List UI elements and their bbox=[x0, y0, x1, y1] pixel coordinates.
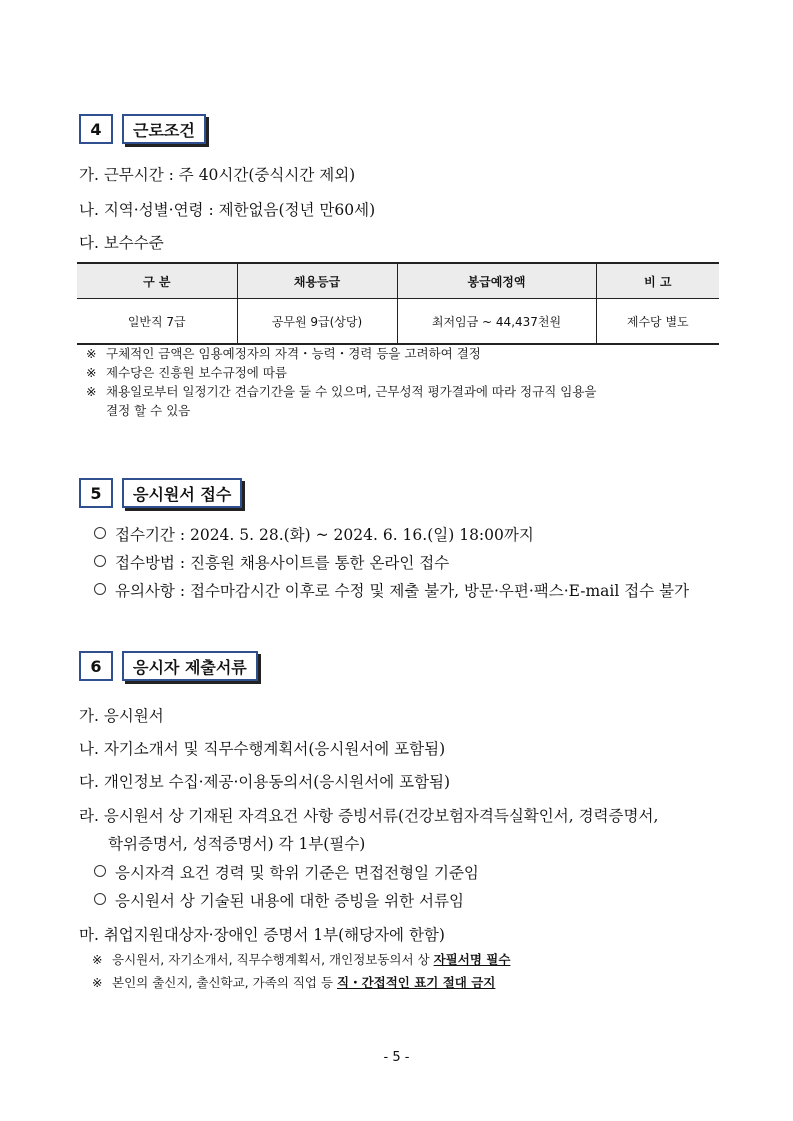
section-title: 응시자 제출서류 bbox=[122, 651, 258, 681]
circle-bullet-icon bbox=[94, 555, 106, 567]
bullet-item bbox=[94, 523, 534, 545]
table-cell: 제수당 별도 bbox=[596, 299, 719, 345]
note-mark: ※ bbox=[92, 952, 103, 967]
table-header-row bbox=[77, 263, 719, 299]
circle-bullet-icon bbox=[94, 583, 106, 595]
document-item: 가. 응시원서 bbox=[79, 707, 164, 725]
section-number: 4 bbox=[79, 114, 113, 144]
page-number: - 5 - bbox=[383, 1050, 410, 1065]
eligibility-item: 나. 지역·성별·연령 : 제한없음(정년 만60세) bbox=[79, 201, 376, 219]
note-emphasis: 자필서명 필수 bbox=[433, 952, 511, 967]
table-row bbox=[77, 299, 719, 345]
section-title: 응시원서 접수 bbox=[122, 478, 242, 508]
circle-bullet-icon bbox=[94, 893, 106, 905]
table-header: 구 분 bbox=[77, 263, 237, 299]
table-cell: 일반직 7급 bbox=[77, 299, 237, 345]
table-header: 채용등급 bbox=[237, 263, 397, 299]
table-cell: 최저임금 ~ 44,437천원 bbox=[397, 299, 596, 345]
bullet-text: 유의사항 : 접수마감시간 이후로 수정 및 제출 불가, 방문·우편·팩스·E-mail 접수 불가 bbox=[115, 582, 690, 600]
document-item-continuation: 학위증명서, 성적증명서) 각 1부(필수) bbox=[108, 835, 366, 853]
document-item: 마. 취업지원대상자·장애인 증명서 1부(해당자에 한함) bbox=[79, 926, 445, 944]
section-number: 5 bbox=[79, 478, 113, 508]
bullet-text: 접수방법 : 진흥원 채용사이트를 통한 온라인 접수 bbox=[115, 554, 450, 572]
bullet-item bbox=[94, 579, 689, 601]
note-mark: ※ bbox=[86, 365, 97, 380]
bullet-item bbox=[94, 551, 449, 573]
note-item bbox=[86, 344, 481, 362]
note-item bbox=[92, 973, 495, 991]
document-item: 라. 응시원서 상 기재된 자격요건 사항 증빙서류(건강보험자격득실확인서, 경력증명서, bbox=[79, 807, 659, 825]
document-item: 다. 개인정보 수집·제공·이용동의서(응시원서에 포함됨) bbox=[79, 773, 451, 791]
table-header: 비 고 bbox=[596, 263, 719, 299]
salary-item: 다. 보수수준 bbox=[79, 234, 164, 252]
note-text: 제수당은 진흥원 보수규정에 따름 bbox=[106, 365, 287, 380]
bullet-text: 접수기간 : 2024. 5. 28.(화) ~ 2024. 6. 16.(일) 18:00까지 bbox=[115, 526, 534, 544]
table-header: 봉급예정액 bbox=[397, 263, 596, 299]
note-text: 채용일로부터 일정기간 견습기간을 둘 수 있으며, 근무성적 평가결과에 따라 정규직 임용을 bbox=[106, 384, 597, 399]
salary-table bbox=[77, 262, 719, 345]
document-item: 나. 자기소개서 및 직무수행계획서(응시원서에 포함됨) bbox=[79, 740, 446, 758]
note-text: 구체적인 금액은 임용예정자의 자격・능력・경력 등을 고려하여 결정 bbox=[106, 346, 481, 361]
note-emphasis: 직・간접적인 표기 절대 금지 bbox=[337, 975, 496, 990]
note-item bbox=[86, 382, 596, 400]
section-title: 근로조건 bbox=[122, 114, 206, 144]
note-mark: ※ bbox=[92, 975, 103, 990]
note-continuation: 결정 할 수 있음 bbox=[106, 403, 191, 418]
note-text: 응시원서, 자기소개서, 직무수행계획서, 개인정보동의서 상 bbox=[112, 952, 434, 967]
section-number: 6 bbox=[79, 651, 113, 681]
note-item bbox=[86, 363, 287, 381]
note-mark: ※ bbox=[86, 384, 97, 399]
note-mark: ※ bbox=[86, 346, 97, 361]
note-item bbox=[92, 950, 510, 968]
circle-bullet-icon bbox=[94, 527, 106, 539]
bullet-item bbox=[94, 889, 464, 911]
section-4-heading bbox=[79, 114, 206, 144]
section-5-heading bbox=[79, 478, 242, 508]
section-6-heading bbox=[79, 651, 258, 681]
bullet-text: 응시원서 상 기술된 내용에 대한 증빙을 위한 서류임 bbox=[115, 892, 464, 910]
note-text: 본인의 출신지, 출신학교, 가족의 직업 등 bbox=[112, 975, 337, 990]
table-cell: 공무원 9급(상당) bbox=[237, 299, 397, 345]
bullet-text: 응시자격 요건 경력 및 학위 기준은 면접전형일 기준임 bbox=[115, 864, 479, 882]
bullet-item bbox=[94, 861, 479, 883]
circle-bullet-icon bbox=[94, 865, 106, 877]
work-hours-item: 가. 근무시간 : 주 40시간(중식시간 제외) bbox=[79, 166, 356, 184]
